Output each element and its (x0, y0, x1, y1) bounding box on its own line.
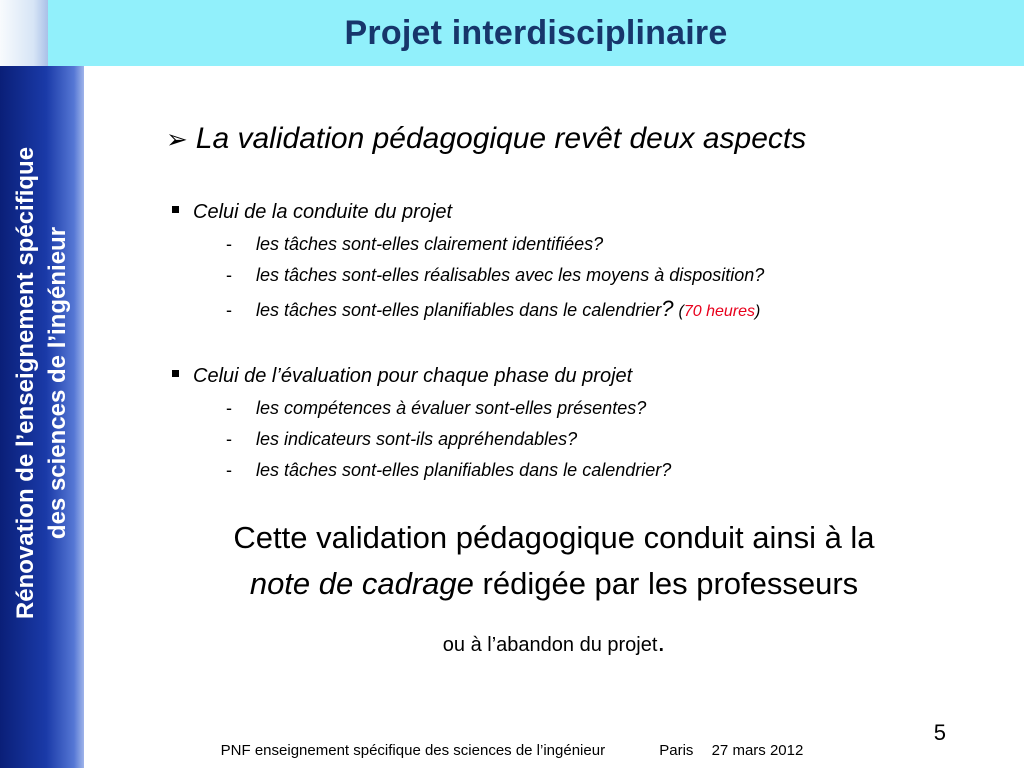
dash-icon: - (226, 300, 232, 320)
hours-value: 70 heures (683, 303, 755, 320)
bullet-label: Celui de la conduite du projet (193, 201, 453, 223)
sub-item-text: les compétences à évaluer sont-elles présentes? (256, 398, 647, 418)
sub-item-text: les tâches sont-elles planifiables dans le calendrier? (256, 460, 672, 480)
sidebar-title-line2: des sciences de l’ingénieur (44, 226, 71, 540)
sidebar-title-line1: Rénovation de l’enseignement spécifique (12, 146, 39, 620)
slide-title: Projet interdisciplinaire (344, 14, 728, 52)
dash-icon: - (226, 460, 232, 480)
heading (166, 122, 806, 156)
square-bullet-icon (172, 206, 179, 213)
sub-item (226, 460, 671, 481)
dash-icon: - (226, 234, 232, 254)
conclusion-period: . (657, 626, 666, 657)
conclusion-line1: Cette validation pédagogique conduit ainsi à la (233, 520, 875, 555)
conclusion-line3 (84, 626, 1024, 658)
sub-item (226, 296, 760, 322)
bullet-item (172, 365, 632, 388)
sub-item-text: les tâches sont-elles réalisables avec les moyens à disposition? (256, 265, 765, 285)
sidebar-corner (0, 0, 48, 66)
sub-item-text: les indicateurs sont-ils appréhendables? (256, 429, 578, 449)
conclusion-rest: rédigée par les professeurs (473, 566, 859, 601)
conclusion-line3-text: ou à l’abandon du projet (442, 634, 658, 656)
footer-left: PNF enseignement spécifique des sciences de l’ingénieur (220, 742, 606, 759)
page-number: 5 (933, 720, 946, 745)
sub-item (226, 265, 764, 286)
sidebar (0, 0, 84, 768)
dash-icon: - (226, 398, 232, 418)
conclusion-emphasis: note de cadrage (249, 566, 474, 601)
bullet-label: Celui de l’évaluation pour chaque phase du projet (193, 365, 633, 387)
sub-item (226, 234, 603, 255)
slide-content (84, 66, 1024, 768)
sub-item (226, 429, 577, 450)
square-bullet-icon (172, 370, 179, 377)
bullet-item (172, 201, 452, 224)
footer (0, 742, 1024, 759)
sub-item-text: les tâches sont-elles clairement identifiées? (256, 234, 604, 254)
sub-item-text: les tâches sont-elles planifiables dans le calendrier (256, 300, 662, 320)
footer-date: 27 mars 2012 (711, 742, 804, 759)
sidebar-title (10, 83, 74, 683)
question-mark: ? (661, 296, 674, 321)
conclusion-line2 (84, 566, 1024, 602)
hours-note: (70 heures) (678, 303, 761, 320)
footer-city: Paris (659, 742, 694, 759)
heading-text: La validation pédagogique revêt deux aspects (195, 122, 807, 155)
dash-icon: - (226, 429, 232, 449)
sub-item (226, 398, 646, 419)
dash-icon: - (226, 265, 232, 285)
arrow-bullet-icon: ➢ (166, 124, 188, 154)
